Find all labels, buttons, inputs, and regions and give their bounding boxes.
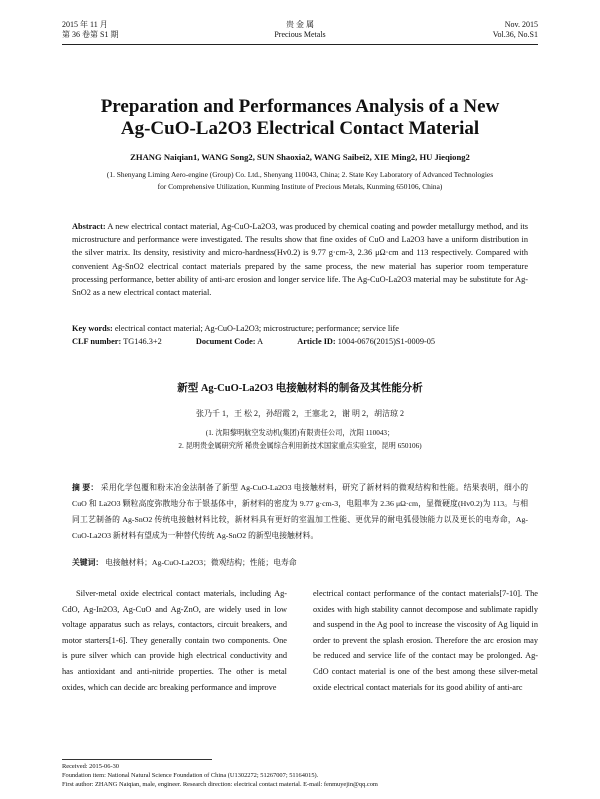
body-column-left: Silver-metal oxide electrical contact materials, including Ag-CdO, Ag-In2O3, Ag-CuO and Ag-ZnO, are widely used in low voltage apparatus such as relays, contactors, circuit breakers, and motor starters[1-6]. They generally contain two components. One is pure silver which can provide high electrical conductivity and has antioxidant and anti-nitride properties. The other is metal oxides, which can decide arc breaking performance and improve (62, 589, 287, 692)
abstract-cn-label: 摘 要： (72, 483, 99, 492)
issue-volume-cn: 第 36 卷第 S1 期 (62, 30, 119, 39)
affiliation-line-2: for Comprehensive Utilization, Kunming Institute of Precious Metals, Kunming 650106, China) (157, 182, 443, 191)
issue-volume-en: Vol.36, No.S1 (492, 30, 538, 39)
abstract-label: Abstract: (72, 222, 106, 231)
title-line-2: Ag-CuO-La2O3 Electrical Contact Material (120, 118, 480, 139)
keywords-text: electrical contact material; Ag-CuO-La2O3; microstructure; performance; service life (114, 324, 399, 333)
keywords-en (72, 324, 528, 333)
footnotes (62, 762, 538, 789)
clf-value: TG146.3+2 (123, 337, 162, 346)
authors-cn: 张乃千 1，王 松 2，孙绍霞 2，王塞北 2，谢 明 2，胡洁琼 2 (196, 409, 404, 418)
title-line-1: Preparation and Performances Analysis of a New (100, 96, 500, 117)
running-head (62, 20, 538, 48)
article-id-label: Article ID: (297, 337, 336, 346)
journal-name (62, 20, 538, 40)
footnote-foundation: Foundation item: National Natural Science Foundation of China (U1302272; 51267007; 51164015). (62, 772, 319, 779)
journal-name-cn: 贵 金 属 (286, 20, 314, 29)
paper-title (70, 96, 530, 140)
document-code-value: A (257, 337, 264, 346)
affiliation-line-1: (1. Shenyang Liming Aero-engine (Group) Co. Ltd., Shenyang 110043, China; 2. State Key Laboratory of Advanced Technologies (106, 170, 494, 179)
header-rule (62, 44, 538, 45)
issue-date-cn: 2015 年 11 月 (62, 20, 108, 29)
journal-name-en: Precious Metals (274, 30, 326, 39)
keywords-cn-text: 电接触材料；Ag-CuO-La2O3；微观结构；性能；电寿命 (105, 558, 297, 567)
title-cn: 新型 Ag-CuO-La2O3 电接触材料的制备及其性能分析 (177, 383, 423, 394)
body-column-right: electrical contact performance of the contact materials[7-10]. The oxides with high stability cannot decompose and sublimate rapidly and suspend in the Ag pool to increase the viscosity of Ag liquid in order to prevent the splash erosion. Therefore the arc erosion may be reduced and service life of the contact may be prolonged. Ag-CdO contact material is one of the best among these silver-metal oxide electrical contact materials for its good ability of anti-arc (313, 589, 538, 692)
affiliation-cn-line-1: (1. 沈阳黎明航空发动机(集团)有限责任公司，沈阳 110043； (205, 429, 395, 437)
article-id-value: 1004-0676(2015)S1-0009-05 (337, 337, 436, 346)
abstract-cn-text: 采用化学包覆和粉末冶金法制备了新型 Ag-CuO-La2O3 电接触材料，研究了新材料的微观结构和性能。结果表明，细小的 CuO 和 La2O3 颗粒高度弥散地分布于银基体中，新材料的密度为 9.77 g·cm-3，电阻率为 2.36 μΩ·cm，显微硬度(Hv0.2)为 113。与相同工艺制备的 Ag-SnO2 传统电接触材料比较，新材料具有更好的室温加工性能、更优异的耐电弧侵蚀能力以及更长的电寿命，Ag-CuO-La2O3 新材料有望成为一种替代传统 Ag-SnO2 的新型电接触材料。 (72, 483, 529, 540)
issue-date-en: Nov. 2015 (504, 20, 538, 29)
journal-issue-en (493, 20, 538, 40)
keywords-cn (72, 557, 528, 568)
affiliations (66, 169, 534, 193)
footnote-author: First author: ZHANG Naiqian, male, engineer. Research direction: electrical contact material. E-mail: fenmuyejin@qq.com (62, 781, 378, 788)
abstract-cn (72, 480, 528, 544)
abstract-text: A new electrical contact material, Ag-CuO-La2O3, was produced by chemical coating and powder metallurgy method, and its microstructure and performance were investigated. The results show that fine oxides of CuO and La2O3 have a uniform distribution in the silver matrix. Its density, resistivity and micro-hardness(Hv0.2) is 9.77 g·cm-3, 2.36 μΩ·cm and 113 respectively. Compared with convenient Ag-SnO2 electrical contact materials prepared by the same process, the new material has superior room temperature processing performance, better ability of anti-arc erosion and longer service life. The Ag-CuO-La2O3 material may be substitute for Ag-SnO2 as a new electrical contact material. (72, 222, 528, 298)
clf-label: CLF number: (72, 337, 122, 346)
document-code-label: Document Code: (195, 337, 256, 346)
footnote-received: Received: 2015-06-30 (62, 763, 119, 770)
author-list: ZHANG Naiqian1, WANG Song2, SUN Shaoxia2, WANG Saibei2, XIE Ming2, HU Jieqiong2 (130, 152, 470, 162)
abstract-en (72, 220, 528, 299)
classification-line (72, 337, 528, 346)
affiliations-cn (60, 427, 540, 453)
keywords-cn-label: 关键词： (72, 558, 104, 567)
footnote-rule (62, 759, 212, 760)
affiliation-cn-line-2: 2. 昆明贵金属研究所 稀贵金属综合利用新技术国家重点实验室，昆明 650106) (178, 442, 422, 450)
keywords-label: Key words: (72, 324, 113, 333)
